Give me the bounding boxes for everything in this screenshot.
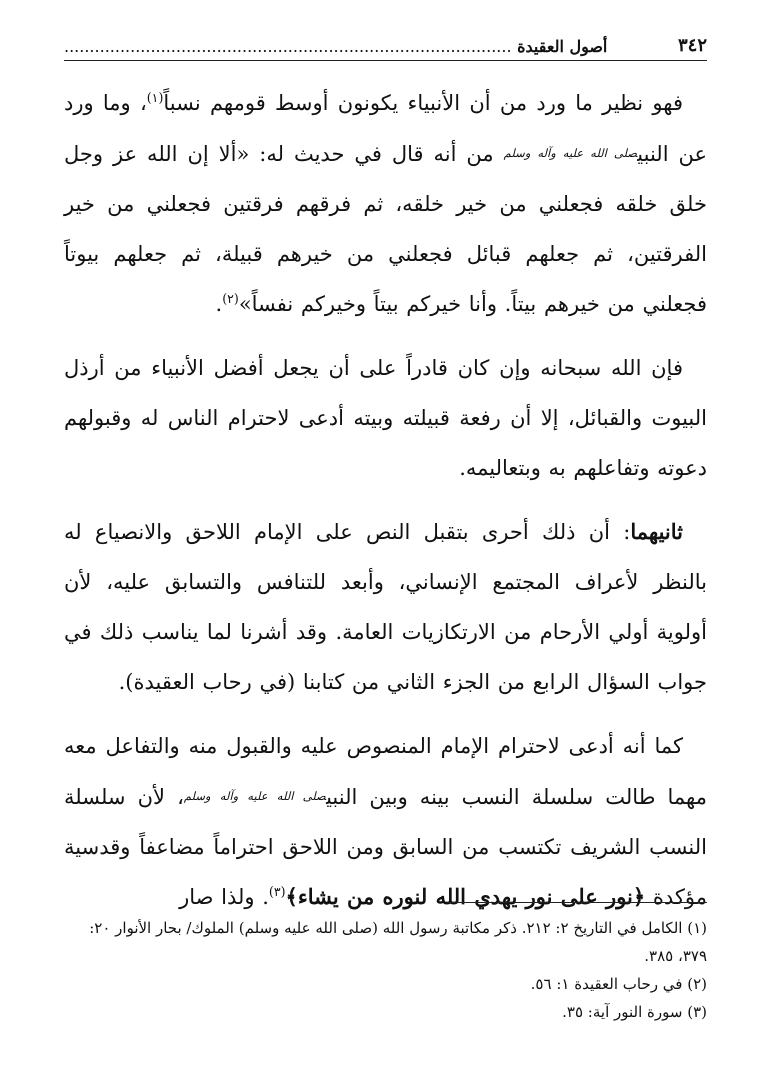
footnote-3: (٣) سورة النور آية: ٣٥. [562, 1003, 707, 1021]
paragraph-2: فإن الله سبحانه وإن كان قادراً على أن يجعل أفضل الأنبياء من أرذل البيوت والقبائل، إلا أن رفعة قبيلته وبيته أدعى لاحترام الناس له وقبولهم دعوته وتفاعلهم به وبتعاليمه. [64, 356, 707, 481]
page-number: ٣٤٢ [677, 35, 707, 56]
pbuh-glyph: صلى الله عليه وآله وسلم [503, 146, 638, 160]
paragraph-4 [64, 721, 707, 922]
paragraph-1 [64, 78, 707, 329]
footnote-2: (٢) في رحاب العقيدة ١: ٥٦. [530, 975, 707, 993]
main-text [64, 78, 707, 936]
footnotes [60, 914, 707, 1026]
header-dots: ........................................................................................ [64, 37, 512, 56]
p4-text-1: كما أنه أدعى لاحترام الإمام المنصوص عليه والقبول منه والتفاعل معه مهما طالت سلسلة النسب بينه وبين النبي [64, 734, 707, 810]
p4-text-2: ، لأن سلسلة النسب الشريف تكتسب من السابق ومن اللاحق احتراماً مضاعفاً وقدسية مؤكدة [64, 785, 707, 910]
p1-text-4: . [215, 292, 223, 317]
paragraph-3 [64, 507, 707, 707]
footnote-1: (١) الكامل في التاريخ ٢: ٢١٢. ذكر مكاتبة رسول الله (صلى الله عليه وسلم) الملوك/ بحار الأنوار ٢٠: ٣٧٩، ٣٨٥. [89, 919, 707, 965]
p4-text-3: . ولذا صار [179, 885, 269, 910]
p1-text-3: من أنه قال في حديث له: «ألا إن الله عز وجل خلق خلقه فجعلني من خير خلقه، ثم فرقهم فرقتين فجعلني من خير الفرقتين، ثم جعلهم قبائل فجعلني من خيرهم قبيلة، ثم جعلهم بيوتاً فجعلني من خيرهم بيتاً. وأنا خيركم بيتاً وخيركم نفساً» [64, 142, 707, 317]
p3-text: : أن ذلك أحرى بتقبل النص على الإمام اللاحق والانصياع له بالنظر لأعراف المجتمع الإنساني، وأبعد للتنافس والتسابق عليه، لأن أولوية أولي الأرحام من الارتكازيات العامة. وقد أشرنا لما يناسب ذلك في جواب السؤال الرابع من الجزء الثاني من كتابنا (في رحاب العقيدة). [64, 520, 707, 695]
p1-text-2: ، وما ورد عن النبي [64, 91, 708, 167]
running-header [64, 26, 707, 61]
p3-lead-word: ثانيهما [630, 519, 683, 545]
book-title-line [64, 37, 607, 56]
p1-text-1: فهو نظير ما ورد من أن الأنبياء يكونون أوسط قومهم نسباً [163, 91, 683, 115]
footnote-ref-2: (٢) [222, 291, 239, 307]
pbuh-glyph: صلى الله عليه وآله وسلم [183, 789, 327, 804]
quran-verse: ﴿نور على نور يهدي الله لنوره من يشاء﴾ [285, 884, 646, 910]
footnote-ref-3: (٣) [268, 884, 286, 900]
book-title: أصول العقيدة [517, 37, 608, 56]
footnote-ref-1: (١) [146, 90, 164, 105]
footnote-separator [447, 902, 707, 903]
